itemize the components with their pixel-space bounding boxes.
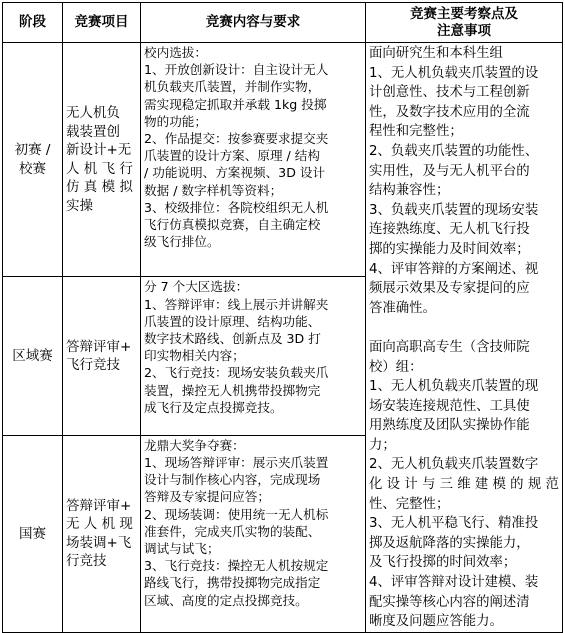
content-cell-regional (141, 277, 366, 435)
focus-cell (366, 43, 563, 633)
content-line: 2、作品提交：按参赛要求提交夹 (144, 131, 329, 147)
item-line: 新设计+无 (66, 142, 132, 159)
content-line: 飞行仿真模拟竞赛，自主确定校 (144, 217, 321, 233)
focus-line: 答准确性。 (369, 300, 436, 316)
focus-spacer (369, 318, 560, 338)
focus-line: 校）组： (369, 359, 423, 375)
content-line: 调试与试飞； (144, 541, 220, 557)
content-line: 数字技术路线、创新点及 3D 打 (144, 331, 321, 347)
content-line: 成飞行及定点投掷竞技。 (144, 399, 283, 415)
focus-line: 2、无人机负载夹爪装置数字 (369, 457, 539, 473)
focus-line: 化 设 计 与 三 维 建 模 的 规 范 (369, 477, 559, 493)
header-focus-line-1: 竞赛主要考察点及 (410, 5, 518, 22)
content-cell-national (141, 435, 366, 632)
focus-line: 程性和完整性； (369, 124, 463, 140)
item-cell-national (63, 435, 141, 632)
content-line: 印实物相关内容； (144, 348, 245, 364)
focus-line: 用熟练度及团队实操协作能 (369, 418, 530, 434)
item-line: 载装置创 (66, 123, 120, 140)
focus-line: 性、完整性； (369, 496, 450, 512)
content-line: 分 7 个大区选拔： (144, 279, 249, 295)
content-line: 龙鼎大奖争夺赛： (144, 437, 245, 453)
focus-line: 3、负载夹爪装置的现场安装 (369, 202, 539, 218)
content-line: 2、现场装调：使用统一无人机标 (144, 506, 329, 522)
item-line: 实操 (66, 197, 93, 214)
focus-line: 实用性，及与无人机平台的 (369, 163, 530, 179)
focus-line: 掷及返航降落的实操能力， (369, 535, 530, 551)
focus-line: 配实操等核心内容的阐述清 (369, 594, 530, 610)
focus-line: 掷的实操能力及时间效率； (369, 241, 530, 257)
content-line: 路线飞行，携带投掷物完成指定 (144, 575, 321, 591)
focus-line: 晰度及问题应答能力。 (369, 614, 503, 630)
focus-line: 3、无人机平稳飞行、精准投 (369, 516, 539, 532)
header-item: 竞赛项目 (63, 3, 141, 43)
content-line: 装置，操控无人机携带投掷物完 (144, 382, 321, 398)
focus-line: 1、无人机负载夹爪装置的现 (369, 379, 539, 395)
focus-line: 结构兼容性； (369, 183, 450, 199)
focus-line: 4、评审答辩的方案阐述、视 (369, 261, 539, 277)
content-line: 级飞行排位。 (144, 234, 220, 250)
content-line: 3、飞行竞技：操控无人机按规定 (144, 558, 329, 574)
focus-line: 计创意性、技术与工程创新 (369, 85, 530, 101)
focus-line: 4、评审答辩对设计建模、装 (369, 575, 539, 591)
item-line: 行竞技 (66, 553, 107, 570)
item-line: 答辩评审+ (66, 338, 132, 355)
content-line: 准套件，完成夹爪实物的装配、 (144, 523, 321, 539)
content-cell-preliminary (141, 43, 366, 277)
focus-line: 面向研究生和本科生组 (369, 46, 503, 61)
content-line: 1、现场答辩评审：展示夹爪装置 (144, 455, 329, 471)
item-line: 答辩评审+ (66, 497, 132, 514)
header-row (3, 3, 563, 43)
item-line: 无 人 机 现 (66, 516, 133, 533)
content-line: 校内选拔： (144, 45, 207, 60)
header-stage: 阶段 (3, 3, 63, 43)
content-line: 物的功能； (144, 113, 207, 129)
stage-line: 校赛 (19, 160, 46, 177)
content-line: / 功能说明、方案视频、3D 设计 (144, 165, 326, 181)
item-line: 场装调+飞 (66, 534, 132, 551)
focus-line: 1、无人机负载夹爪装置的设 (369, 65, 539, 81)
stage-line: 国赛 (19, 525, 46, 542)
competition-table (2, 2, 563, 633)
stage-line: 区域赛 (12, 347, 53, 364)
content-line: 机负载夹爪装置，并制作实物， (144, 79, 321, 95)
content-line: 设计与制作核心内容，完成现场 (144, 472, 321, 488)
focus-line: 场安装连接规范性、工具使 (369, 398, 530, 414)
header-focus-line-2: 注意事项 (437, 22, 491, 39)
content-line: 爪装置的设计原理、结构功能、 (144, 313, 321, 329)
item-cell-preliminary (63, 43, 141, 277)
header-focus (366, 3, 563, 43)
content-line: 数据 / 数字样机等资料； (144, 182, 283, 198)
content-line: 3、校级排位：各院校组织无人机 (144, 199, 329, 215)
content-line: 答辩及专家提问应答； (144, 489, 270, 505)
content-line: 需实现稳定抓取并承载 1kg 投掷 (144, 96, 327, 112)
focus-line: 力； (369, 437, 396, 453)
stage-cell-national (3, 435, 63, 632)
stage-line: 初赛 / (14, 142, 51, 159)
header-content: 竞赛内容与要求 (141, 3, 366, 43)
item-line: 仿 真 模 拟 (66, 179, 133, 196)
stage-cell-preliminary (3, 43, 63, 277)
focus-line: 面向高职高专生（含技师院 (369, 339, 530, 355)
item-line: 飞行竞技 (66, 357, 120, 374)
content-line: 2、飞行竞技：现场安装负载夹爪 (144, 365, 329, 381)
content-line: 1、开放创新设计：自主设计无人 (144, 62, 329, 78)
focus-line: 性，及数字技术应用的全流 (369, 104, 530, 120)
focus-line: 连接熟练度、无人机飞行投 (369, 222, 530, 238)
content-line: 区域、高度的定点投掷竞技。 (144, 592, 308, 608)
stage-cell-regional (3, 277, 63, 435)
table-row-preliminary (3, 43, 563, 277)
focus-line: 及飞行投掷的时间效率； (369, 555, 517, 571)
item-cell-regional (63, 277, 141, 435)
item-line: 人 机 飞 行 (66, 160, 133, 177)
content-line: 爪装置的设计方案、原理 / 结构 (144, 148, 320, 164)
item-line: 无人机负 (66, 105, 120, 122)
focus-line: 频展示效果及专家提问的应 (369, 281, 530, 297)
focus-line: 2、负载夹爪装置的功能性、 (369, 143, 539, 159)
content-line: 1、答辩评审：线上展示并讲解夹 (144, 296, 329, 312)
